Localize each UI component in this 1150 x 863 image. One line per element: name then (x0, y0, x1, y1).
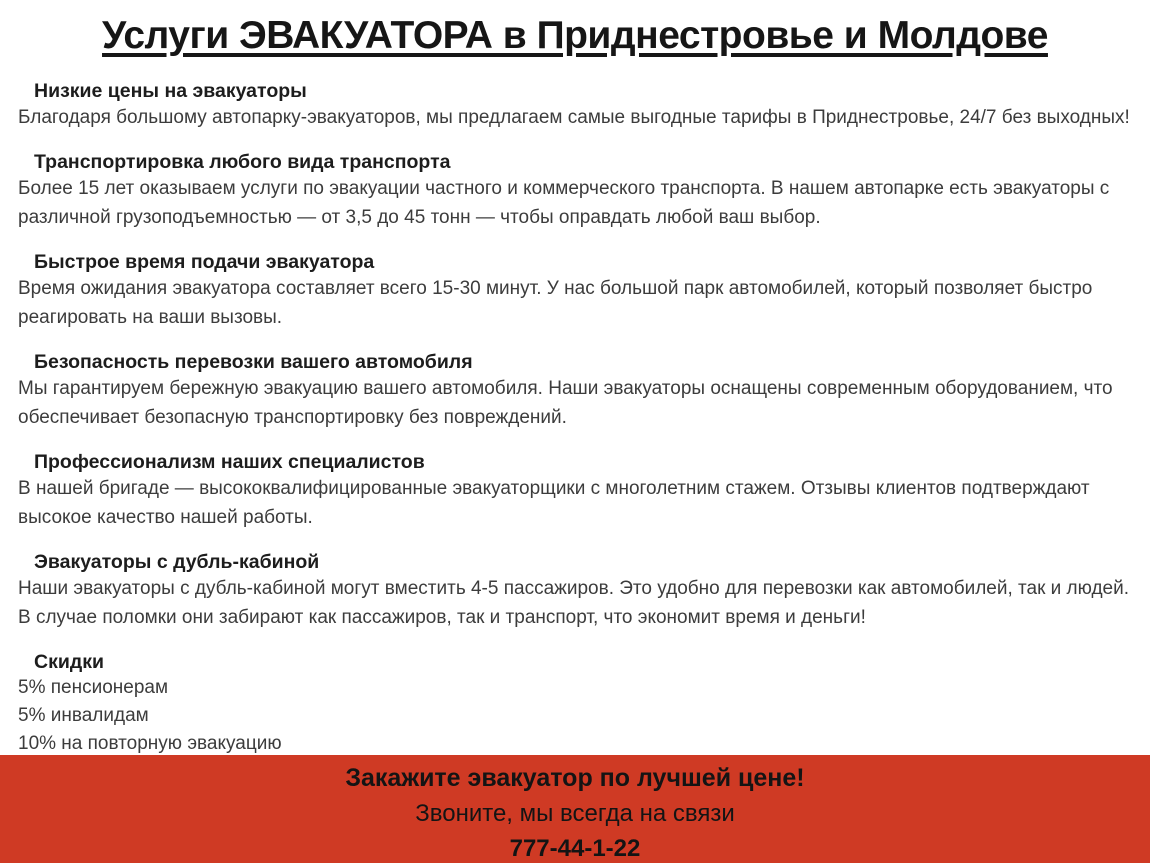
discounts-section (18, 652, 1132, 758)
footer-phone: 777-44-1-22 (509, 835, 641, 862)
service-section (18, 352, 1132, 432)
service-section (18, 552, 1132, 632)
section-heading: Безопасность перевозки вашего автомобиля (34, 351, 473, 373)
section-heading: Эвакуаторы с дубль-кабиной (34, 551, 320, 573)
sections-list (0, 59, 1150, 758)
section-heading: Быстрое время подачи эвакуатора (34, 251, 375, 273)
section-body: Более 15 лет оказываем услуги по эвакуации частного и коммерческого транспорта. В нашем автопарке есть эвакуаторы с различной грузоподъемностью — от 3,5 до 45 тонн — чтобы оправдать любой ваш выбор. (18, 178, 1110, 228)
discount-item: 5% инвалидам (18, 705, 149, 726)
section-body: Время ожидания эвакуатора составляет всего 15-30 минут. У нас большой парк автомобилей, который позволяет быстро реагировать на ваши вызовы. (18, 278, 1093, 328)
section-heading: Низкие цены на эвакуаторы (34, 80, 307, 102)
service-section (18, 252, 1132, 332)
section-body: Мы гарантируем бережную эвакуацию вашего автомобиля. Наши эвакуаторы оснащены современным оборудованием, что обеспечивает безопасную транспортировку без повреждений. (18, 378, 1113, 428)
footer-headline: Закажите эвакуатор по лучшей цене! (345, 764, 805, 792)
discounts-heading: Скидки (34, 651, 104, 673)
section-body: Благодаря большому автопарку-эвакуаторов, мы предлагаем самые выгодные тарифы в Приднестровье, 24/7 без выходных! (18, 107, 1130, 128)
section-heading: Профессионализм наших специалистов (34, 451, 425, 473)
discounts-items (18, 674, 1132, 758)
section-body: Наши эвакуаторы с дубль-кабиной могут вместить 4-5 пассажиров. Это удобно для перевозки как автомобилей, так и людей. В случае поломки они забирают как пассажиров, так и транспорт, что экономит время и деньги! (18, 578, 1130, 628)
footer-banner (0, 755, 1150, 863)
footer-subline: Звоните, мы всегда на связи (415, 800, 735, 827)
service-section (18, 152, 1132, 232)
section-body: В нашей бригаде — высококвалифицированные эвакуаторщики с многолетним стажем. Отзывы клиентов подтверждают высокое качество нашей работы. (18, 478, 1090, 528)
page-title: Услуги ЭВАКУАТОРА в Приднестровье и Молдове (102, 14, 1048, 57)
service-section (18, 452, 1132, 532)
section-heading: Транспортировка любого вида транспорта (34, 151, 451, 173)
discount-item: 5% пенсионерам (18, 677, 169, 698)
discount-item: 10% на повторную эвакуацию (18, 733, 282, 754)
service-section (18, 81, 1132, 132)
